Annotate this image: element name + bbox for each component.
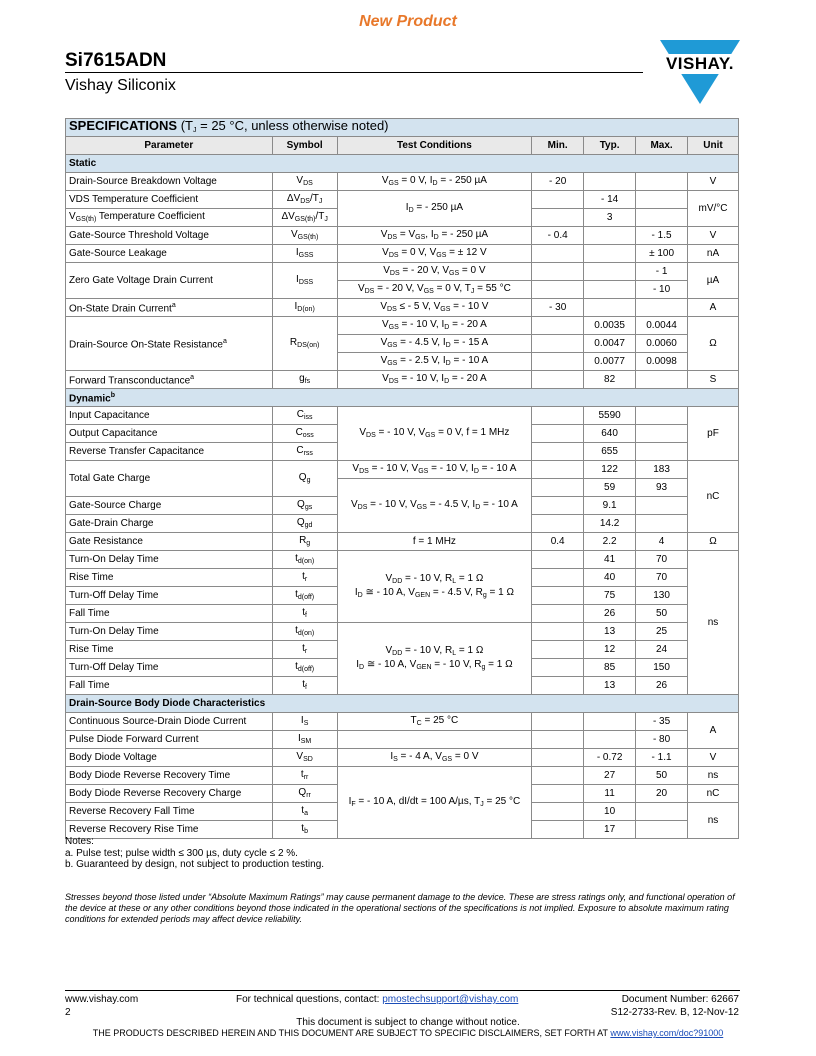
table-row: Input Capacitance $C_{iss}$ $V_{DS}$ = - 10 V, $V_{GS} = 0$ V, f = 1 MHz 5590 pF [66,407,739,425]
column-header: Typ. [584,137,636,155]
column-header: Symbol [272,137,337,155]
param-name: Gate-Source Threshold Voltage [66,227,273,245]
param-name: Pulse Diode Forward Current [66,731,273,749]
table-row: $V_{GS}$ = - 4.5 V, $I_D$ = - 15 A 0.0047 0.0060 [66,335,739,353]
param-name: Gate Resistance [66,533,273,551]
param-name: Gate-Drain Charge [66,515,273,533]
param-name: Turn-On Delay Time [66,551,273,569]
table-row: $V_{GS}$ = - 2.5 V, $I_D$ = - 10 A 0.0077 0.0098 [66,353,739,371]
cell-typ: 82 [584,371,636,389]
cell-max: 50 [636,605,688,623]
section-header: Dynamic [69,393,111,405]
part-number: Si7615ADN [65,50,167,71]
table-row: Gate-Source Threshold Voltage $V_{GS(th)}$ $V_{DS} = V_{GS}$, $I_D$ = - 250 µA - 0.4 - 1.5 V [66,227,739,245]
cell-max: 70 [636,551,688,569]
cell-max: 24 [636,641,688,659]
cell-typ: 0.0035 [584,317,636,335]
cell-typ: 0.0047 [584,335,636,353]
table-row: Gate-Source Leakage $I_{GSS}$ $V_{DS} = 0$ V, $V_{GS}$ = ± 12 V ± 100 nA [66,245,739,263]
cell-unit: V [688,749,739,767]
cell-typ: 59 [584,479,636,497]
cell-typ: 14.2 [584,515,636,533]
cell-typ: 17 [584,821,636,839]
cell-typ: 122 [584,461,636,479]
table-row: On-State Drain Current$^a$ $I_{D(on)}$ $V_{DS}$ ≤ - 5 V, $V_{GS}$ = - 10 V - 30 A [66,299,739,317]
param-name: Rise Time [66,569,273,587]
cell-conditions: f = 1 MHz [337,533,532,551]
header-rule [65,72,643,73]
param-name: Turn-Off Delay Time [66,587,273,605]
cell-typ: 10 [584,803,636,821]
cell-typ: 11 [584,785,636,803]
table-row: VDS Temperature Coefficient $\Delta V_{DS}/T_J$ $I_D$ = - 250 µA - 14 mV/°C [66,191,739,209]
param-name: Total Gate Charge [66,461,273,497]
specifications-table: SPECIFICATIONS ($T_J = 25$ °C, unless otherwise noted) Parameter Symbol Test Conditions Min. Typ. Max. Unit Static Drain-Source Breakdown Voltage $V_{DS}$ $V_{GS} = 0$ V, $I_D$ = - 250 µA - 20 V VDS Temperature Coefficient $\Delta V_{DS}/T_J$ $I_D$ = - 250 µA - 14 mV/°C $V_{GS(th)}$ Temperature Coefficient $\Delta V_{GS(th)}/T_J$ 3 Gate-Source Threshold Voltage $V_{GS(th)}$ $V_{DS} = V_{GS}$, $I_D$ = - 250 µA - 0.4 - 1.5 V Gate-Source Leakage $I_{GSS}$ $V_{DS} = 0$ V, $V_{GS}$ = ± 12 V ± 100 nA Zero Gate Voltage Drain Current $I_{DSS}$ $V_{DS}$ = - 20 V, $V_{GS} = 0$ V - 1 µA $V_{DS}$ = - 20 V, $V_{GS} = 0$ V, $T_J = 55$ °C - 10 On-State Drain Current$^a$ $I_{D(on)}$ $V_{DS}$ ≤ - 5 V, $V_{GS}$ = - 10 V - 30 A Drain-Source On-State Resistance$^a$ $R_{DS(on)}$ $V_{GS}$ = - 10 V, $I_D$ = - 20 A 0.0035 0.0044 Ω $V_{GS}$ = - 4.5 V, $I_D$ = - 15 A 0.0047 0.0060 $V_{GS}$ = - 2.5 V, $I_D$ = - 10 A 0.0077 0.0098 Forward Transconductance$^a$ $g_{fs}$ $V_{DS}$ = - 10 V, $I_D$ = - 20 A 82 S Dynamic$^b$ Input Capacitance $C_{iss}$ $V_{DS}$ = - 10 V, $V_{GS} = 0$ V, f = 1 MHz 5590 pF Output Capacitance $C_{oss}$ 640 Reverse Transfer Capacitance $C_{rss}$ 655 Total Gate Charge $Q_g$ $V_{DS}$ = - 10 V, $V_{GS}$ = - 10 V, $I_D$ = - 10 A 122 183 nC $V_{DS}$ = - 10 V, $V_{GS}$ = - 4.5 V, $I_D$ = - 10 A 59 93 Gate-Source Charge $Q_{gs}$ 9.1 Gate-Drain Charge $Q_{gd}$ 14.2 Gate Resistance $R_g$ f = 1 MHz 0.4 2.2 4 Ω Turn-On Delay Time $t_{d(on)}$ $V_{DD}$ = - 10 V, $R_L = 1$ Ω $I_D$ ≅ - 10 A, $V_{GEN}$ = - 4.5 V, $R_g = 1$ Ω 41 70 ns Rise Time $t_r$ 40 70 Turn-Off Delay Time $t_{d(off)}$ 75 130 Fall Time $t_f$ 26 50 Turn-On Delay Time $t_{d(on)}$ $V_{DD}$ = - 10 V, $R_L = 1$ Ω $I_D$ ≅ - 10 A, $V_{GEN}$ = - 10 V, $R_g = 1$ Ω 13 25 Rise Time $t_r$ 12 24 Turn-Off Delay Time $t_{d(off)}$ 85 150 Fall Time $t_f$ 13 26 Drain-Source Body Diode Characteristics Continuous Source-Drain Diode Current $I_S$ $T_C = 25$ °C - 35 A Pulse Diode Forward Current $I_{SM}$ - 80 Body Diode Voltage $V_{SD}$ $I_S$ = - 4 A, $V_{GS} = 0$ V - 0.72 - 1.1 V Body Diode Reverse Recovery Time $t_{rr}$ $I_F$ = - 10 A, dI/dt = 100 A/µs, $T_J = 25$ °C 27 50 ns Body Diode Reverse Recovery Charge $Q_{rr}$ 11 20 nC Reverse Recovery Fall Time $t_a$ 10 ns Reverse Recovery Rise Time $t_b$ 17 [65,118,739,839]
param-name: Drain-Source Breakdown Voltage [66,173,273,191]
param-name: Forward Transconductance [69,375,191,387]
cell-unit: A [688,299,739,317]
cell-unit: nC [688,785,739,803]
vishay-logo [660,40,740,104]
disclaimer-link[interactable]: www.vishay.com/doc?91000 [610,1028,724,1038]
table-row: Drain-Source Breakdown Voltage $V_{DS}$ $V_{GS} = 0$ V, $I_D$ = - 250 µA - 20 V [66,173,739,191]
table-row: Fall Time $t_f$ 13 26 [66,677,739,695]
footer-doc-number: Document Number: 62667 [621,994,739,1005]
table-row: Zero Gate Voltage Drain Current $I_{DSS}$ $V_{DS}$ = - 20 V, $V_{GS} = 0$ V - 1 µA [66,263,739,281]
cell-typ: - 0.72 [584,749,636,767]
table-row: Body Diode Reverse Recovery Charge $Q_{rr}$ 11 20 nC [66,785,739,803]
cell-max: - 1.5 [636,227,688,245]
note-b: b. Guaranteed by design, not subject to production testing. [65,859,325,870]
param-name: Turn-Off Delay Time [66,659,273,677]
footer-contact [236,994,518,1005]
section-header: Static [66,155,739,173]
cell-unit: µA [688,263,739,299]
table-row: Body Diode Reverse Recovery Time $t_{rr}$ $I_F$ = - 10 A, dI/dt = 100 A/µs, $T_J = 25$ °C 27 50 ns [66,767,739,785]
cell-max: 0.0044 [636,317,688,335]
cell-typ: 40 [584,569,636,587]
cell-max: 50 [636,767,688,785]
contact-email-link[interactable]: pmostechsupport@vishay.com [382,994,519,1005]
param-name: Turn-On Delay Time [66,623,273,641]
cell-unit: V [688,173,739,191]
column-header: Unit [688,137,739,155]
param-name: Reverse Recovery Fall Time [66,803,273,821]
footer-revision: S12-2733-Rev. B, 12-Nov-12 [610,1007,739,1018]
param-name: Gate-Source Leakage [66,245,273,263]
cell-unit: Ω [688,533,739,551]
cell-unit: A [688,713,739,749]
table-row: Reverse Transfer Capacitance $C_{rss}$ 655 [66,443,739,461]
table-row: Forward Transconductance$^a$ $g_{fs}$ $V_{DS}$ = - 10 V, $I_D$ = - 20 A 82 S [66,371,739,389]
cell-max: 150 [636,659,688,677]
cell-typ: 41 [584,551,636,569]
cell-typ: 75 [584,587,636,605]
table-row: $V_{DS}$ = - 10 V, $V_{GS}$ = - 4.5 V, $I_D$ = - 10 A 59 93 [66,479,739,497]
param-name: Fall Time [66,605,273,623]
param-name: Reverse Recovery Rise Time [66,821,273,839]
param-name: Gate-Source Charge [66,497,273,515]
cell-unit: Ω [688,317,739,371]
cell-typ: 13 [584,623,636,641]
param-name: Reverse Transfer Capacitance [66,443,273,461]
param-name: Input Capacitance [66,407,273,425]
table-row: Turn-On Delay Time $t_{d(on)}$ $V_{DD}$ = - 10 V, $R_L = 1$ Ω $I_D$ ≅ - 10 A, $V_{GEN}$ = - 4.5 V, $R_g = 1$ Ω 41 70 ns [66,551,739,569]
param-name: Fall Time [66,677,273,695]
cell-max: 70 [636,569,688,587]
notes-label: Notes: [65,836,94,847]
new-product-banner: New Product [359,13,457,30]
cell-max: - 1.1 [636,749,688,767]
param-name: Continuous Source-Drain Diode Current [66,713,273,731]
param-name: On-State Drain Current [69,303,172,315]
cell-max: - 1 [636,263,688,281]
footer-page-number: 2 [65,1007,71,1018]
cell-unit: V [688,227,739,245]
cell-min: - 30 [532,299,584,317]
footer-website[interactable]: www.vishay.com [65,994,139,1005]
table-row: Turn-On Delay Time $t_{d(on)}$ $V_{DD}$ = - 10 V, $R_L = 1$ Ω $I_D$ ≅ - 10 A, $V_{GEN}$ = - 10 V, $R_g = 1$ Ω 13 25 [66,623,739,641]
table-row: Body Diode Voltage $V_{SD}$ $I_S$ = - 4 A, $V_{GS} = 0$ V - 0.72 - 1.1 V [66,749,739,767]
table-title: SPECIFICATIONS [69,117,178,133]
table-row: Reverse Recovery Fall Time $t_a$ 10 ns [66,803,739,821]
cell-max: 25 [636,623,688,641]
param-name: Output Capacitance [66,425,273,443]
cell-max: 20 [636,785,688,803]
param-name: Rise Time [66,641,273,659]
cell-unit: S [688,371,739,389]
cell-max: 0.0098 [636,353,688,371]
param-name: Body Diode Reverse Recovery Charge [66,785,273,803]
disclaimer-prefix: THE PRODUCTS DESCRIBED HEREIN AND THIS DOCUMENT ARE SUBJECT TO SPECIFIC DISCLAIMERS, SET FORTH AT [92,1028,608,1038]
logo-text: VISHAY. [665,54,735,73]
table-row: Gate-Source Charge $Q_{gs}$ 9.1 [66,497,739,515]
cell-typ: 27 [584,767,636,785]
table-row: Turn-Off Delay Time $t_{d(off)}$ 75 130 [66,587,739,605]
table-row: Pulse Diode Forward Current $I_{SM}$ - 80 [66,731,739,749]
cell-max: 0.0060 [636,335,688,353]
section-header: Drain-Source Body Diode Characteristics [66,695,739,713]
param-name: Body Diode Voltage [66,749,273,767]
cell-max: 4 [636,533,688,551]
cell-typ: 0.0077 [584,353,636,371]
cell-max: - 10 [636,281,688,299]
column-header: Parameter [66,137,273,155]
param-name: VDS Temperature Coefficient [66,191,273,209]
cell-max: 26 [636,677,688,695]
column-header: Test Conditions [337,137,532,155]
cell-typ: 2.2 [584,533,636,551]
table-title-row: SPECIFICATIONS ($T_J = 25$ °C, unless otherwise noted) [66,119,739,137]
table-row: Gate-Drain Charge $Q_{gd}$ 14.2 [66,515,739,533]
param-name: Zero Gate Voltage Drain Current [66,263,273,299]
table-row: Continuous Source-Drain Diode Current $I_S$ $T_C = 25$ °C - 35 A [66,713,739,731]
cell-unit: ns [688,767,739,785]
footer-disclaimer [0,1028,816,1038]
cell-max: - 80 [636,731,688,749]
table-row: Reverse Recovery Rise Time $t_b$ 17 [66,821,739,839]
table-row: Output Capacitance $C_{oss}$ 640 [66,425,739,443]
param-name: Drain-Source On-State Resistance [69,339,223,351]
cell-max: ± 100 [636,245,688,263]
cell-min: - 20 [532,173,584,191]
table-row: Turn-Off Delay Time $t_{d(off)}$ 85 150 [66,659,739,677]
cell-typ: 85 [584,659,636,677]
contact-prefix: For technical questions, contact: [236,994,380,1005]
cell-typ: 640 [584,425,636,443]
cell-typ: 12 [584,641,636,659]
table-row: Rise Time $t_r$ 40 70 [66,569,739,587]
column-header: Max. [636,137,688,155]
table-row: Drain-Source On-State Resistance$^a$ $R_{DS(on)}$ $V_{GS}$ = - 10 V, $I_D$ = - 20 A 0.0035 0.0044 Ω [66,317,739,335]
table-row: Fall Time $t_f$ 26 50 [66,605,739,623]
table-row: Gate Resistance $R_g$ f = 1 MHz 0.4 2.2 4 Ω [66,533,739,551]
param-name: Body Diode Reverse Recovery Time [66,767,273,785]
cell-min: - 0.4 [532,227,584,245]
cell-max: 183 [636,461,688,479]
notes [65,836,324,871]
cell-typ: 13 [584,677,636,695]
cell-max: - 35 [636,713,688,731]
note-a: a. Pulse test; pulse width ≤ 300 µs, duty cycle ≤ 2 %. [65,847,298,859]
table-row: $V_{GS(th)}$ Temperature Coefficient $\Delta V_{GS(th)}/T_J$ 3 [66,209,739,227]
cell-typ: 5590 [584,407,636,425]
table-row: Rise Time $t_r$ 12 24 [66,641,739,659]
table-row: $V_{DS}$ = - 20 V, $V_{GS} = 0$ V, $T_J = 55$ °C - 10 [66,281,739,299]
cell-typ: - 14 [584,191,636,209]
cell-min: 0.4 [532,533,584,551]
cell-unit: nC [688,461,739,533]
cell-typ: 26 [584,605,636,623]
footer-rule [65,990,740,991]
table-row: Total Gate Charge $Q_g$ $V_{DS}$ = - 10 V, $V_{GS}$ = - 10 V, $I_D$ = - 10 A 122 183 nC [66,461,739,479]
cell-unit: pF [688,407,739,461]
cell-unit: nA [688,245,739,263]
cell-unit: ns [688,551,739,695]
table-header-row [66,137,739,155]
cell-unit: ns [688,803,739,839]
column-header: Min. [532,137,584,155]
cell-typ: 3 [584,209,636,227]
stress-disclaimer: Stresses beyond those listed under “Absolute Maximum Ratings” may cause permanent damage to the device. These are stress ratings only, and functional operation of the device at these or any other conditions beyond those indicated in the operational sections of the specifications is not implied. Exposure to absolute maximum rating conditions for extended periods may affect device reliability. [65,892,735,924]
cell-typ: 9.1 [584,497,636,515]
cell-max: 130 [636,587,688,605]
cell-typ: 655 [584,443,636,461]
footer-change-notice: This document is subject to change without notice. [296,1017,520,1028]
cell-max: 93 [636,479,688,497]
cell-unit: mV/°C [688,191,739,227]
company-name: Vishay Siliconix [65,77,176,94]
